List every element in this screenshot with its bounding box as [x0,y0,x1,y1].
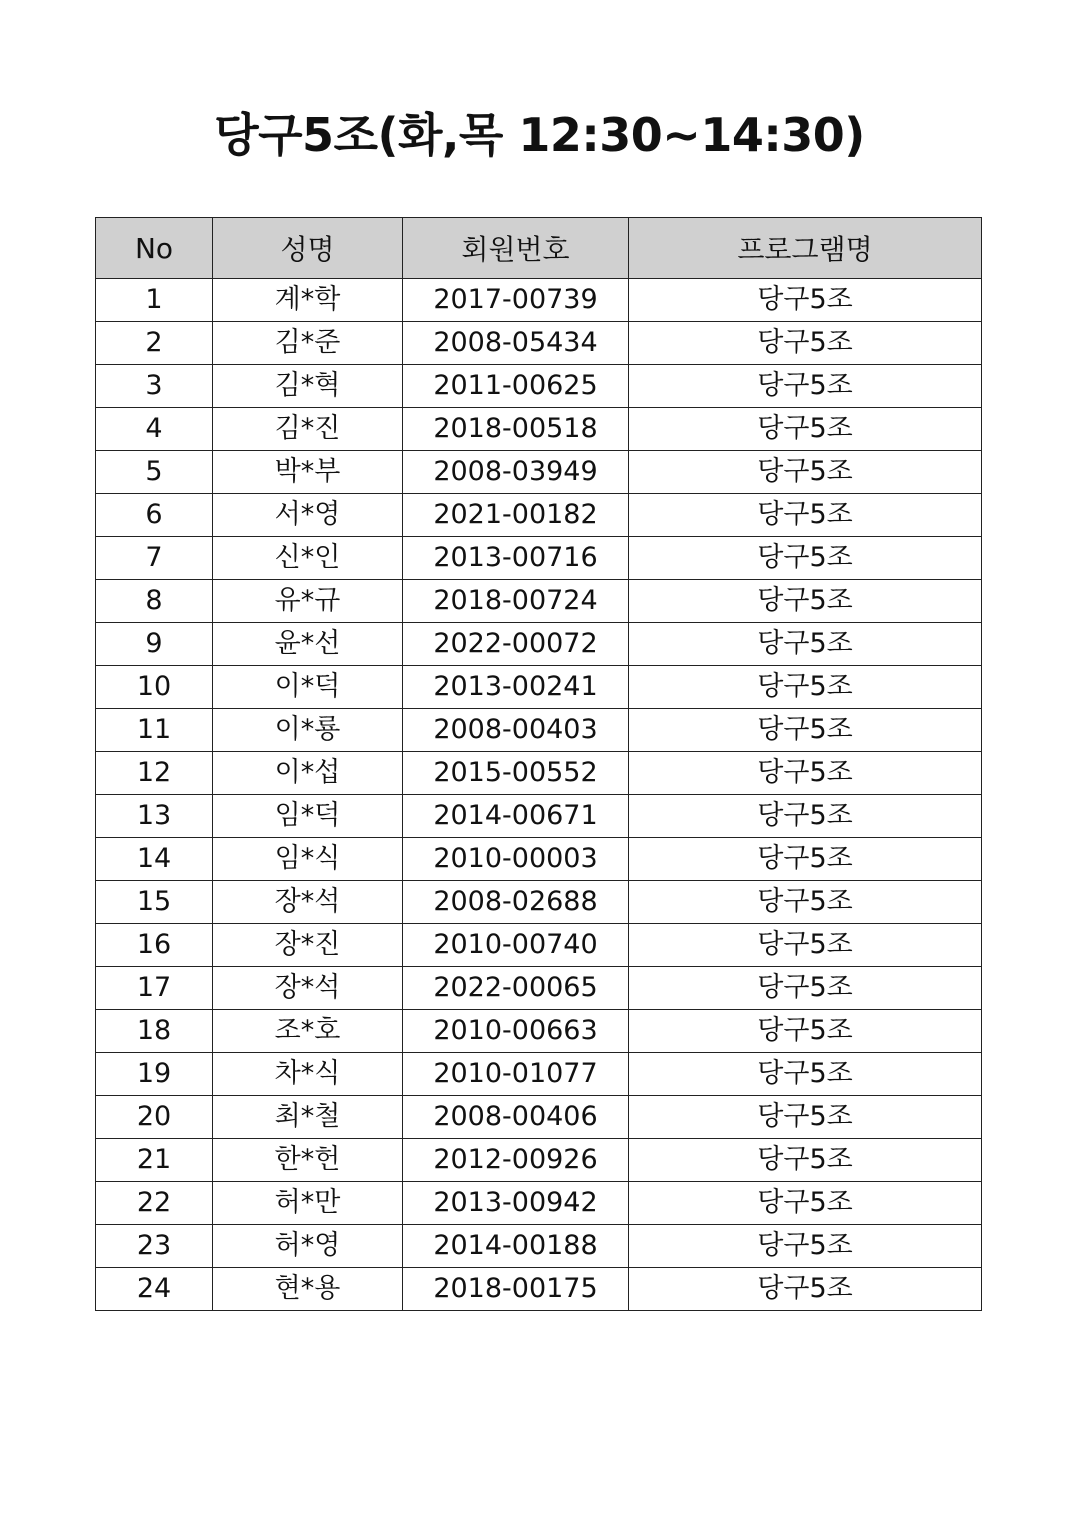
member-table [95,217,982,1311]
cell-member-id: 2018-00724 [403,580,629,623]
table-row [96,494,982,537]
table-row [96,537,982,580]
cell-member-id: 2017-00739 [403,279,629,322]
cell-no: 11 [96,709,213,752]
cell-member-id: 2015-00552 [403,752,629,795]
cell-program: 당구5조 [629,1268,982,1311]
cell-no: 20 [96,1096,213,1139]
table-row [96,1182,982,1225]
cell-program: 당구5조 [629,838,982,881]
cell-name: 유*규 [213,580,403,623]
cell-member-id: 2014-00188 [403,1225,629,1268]
cell-no: 23 [96,1225,213,1268]
cell-no: 4 [96,408,213,451]
cell-name: 현*용 [213,1268,403,1311]
cell-name: 이*덕 [213,666,403,709]
cell-name: 임*덕 [213,795,403,838]
table-row [96,1268,982,1311]
cell-no: 2 [96,322,213,365]
cell-program: 당구5조 [629,1010,982,1053]
cell-name: 김*준 [213,322,403,365]
cell-no: 13 [96,795,213,838]
cell-member-id: 2018-00175 [403,1268,629,1311]
table-row [96,924,982,967]
cell-member-id: 2008-00406 [403,1096,629,1139]
table-body [96,279,982,1311]
cell-name: 김*진 [213,408,403,451]
cell-program: 당구5조 [629,494,982,537]
cell-name: 차*식 [213,1053,403,1096]
header-name: 성명 [213,218,403,279]
table-row [96,1096,982,1139]
table-row [96,279,982,322]
cell-name: 박*부 [213,451,403,494]
cell-member-id: 2008-05434 [403,322,629,365]
table-row [96,580,982,623]
cell-member-id: 2008-00403 [403,709,629,752]
header-program: 프로그램명 [629,218,982,279]
cell-no: 18 [96,1010,213,1053]
header-member-id: 회원번호 [403,218,629,279]
cell-name: 신*인 [213,537,403,580]
table-row [96,1053,982,1096]
cell-member-id: 2013-00716 [403,537,629,580]
cell-no: 19 [96,1053,213,1096]
cell-program: 당구5조 [629,666,982,709]
cell-no: 1 [96,279,213,322]
cell-program: 당구5조 [629,451,982,494]
cell-name: 이*룡 [213,709,403,752]
cell-member-id: 2013-00241 [403,666,629,709]
table-row [96,451,982,494]
cell-program: 당구5조 [629,623,982,666]
cell-member-id: 2008-03949 [403,451,629,494]
cell-name: 임*식 [213,838,403,881]
cell-program: 당구5조 [629,1225,982,1268]
cell-member-id: 2010-01077 [403,1053,629,1096]
table-row [96,795,982,838]
table-row [96,1225,982,1268]
cell-program: 당구5조 [629,709,982,752]
cell-program: 당구5조 [629,1139,982,1182]
cell-name: 계*학 [213,279,403,322]
cell-member-id: 2012-00926 [403,1139,629,1182]
cell-no: 12 [96,752,213,795]
table-row [96,967,982,1010]
cell-no: 3 [96,365,213,408]
cell-program: 당구5조 [629,881,982,924]
cell-no: 8 [96,580,213,623]
cell-program: 당구5조 [629,365,982,408]
cell-name: 허*영 [213,1225,403,1268]
cell-name: 김*혁 [213,365,403,408]
table-row [96,408,982,451]
cell-program: 당구5조 [629,795,982,838]
cell-member-id: 2010-00003 [403,838,629,881]
table-row [96,752,982,795]
cell-name: 윤*선 [213,623,403,666]
table-row [96,666,982,709]
page-title: 당구5조(화,목 12:30~14:30) [214,108,865,162]
cell-program: 당구5조 [629,580,982,623]
table-header-row [96,218,982,279]
table-row [96,881,982,924]
cell-name: 장*진 [213,924,403,967]
cell-program: 당구5조 [629,924,982,967]
cell-member-id: 2011-00625 [403,365,629,408]
cell-program: 당구5조 [629,1182,982,1225]
cell-program: 당구5조 [629,752,982,795]
header-no: No [96,218,213,279]
cell-program: 당구5조 [629,322,982,365]
cell-name: 장*석 [213,881,403,924]
cell-name: 장*석 [213,967,403,1010]
cell-no: 16 [96,924,213,967]
cell-name: 조*호 [213,1010,403,1053]
cell-no: 24 [96,1268,213,1311]
cell-member-id: 2013-00942 [403,1182,629,1225]
cell-program: 당구5조 [629,408,982,451]
cell-program: 당구5조 [629,537,982,580]
table-row [96,322,982,365]
cell-member-id: 2022-00065 [403,967,629,1010]
cell-name: 최*철 [213,1096,403,1139]
cell-no: 9 [96,623,213,666]
cell-member-id: 2022-00072 [403,623,629,666]
cell-member-id: 2008-02688 [403,881,629,924]
cell-program: 당구5조 [629,1096,982,1139]
cell-no: 21 [96,1139,213,1182]
cell-member-id: 2010-00663 [403,1010,629,1053]
table-row [96,838,982,881]
cell-program: 당구5조 [629,1053,982,1096]
table-row [96,1010,982,1053]
cell-member-id: 2018-00518 [403,408,629,451]
cell-member-id: 2014-00671 [403,795,629,838]
cell-no: 6 [96,494,213,537]
cell-member-id: 2021-00182 [403,494,629,537]
cell-no: 17 [96,967,213,1010]
table-row [96,365,982,408]
table-row [96,709,982,752]
cell-program: 당구5조 [629,279,982,322]
cell-no: 15 [96,881,213,924]
cell-member-id: 2010-00740 [403,924,629,967]
cell-name: 허*만 [213,1182,403,1225]
cell-no: 5 [96,451,213,494]
cell-no: 22 [96,1182,213,1225]
table-row [96,1139,982,1182]
table-row [96,623,982,666]
cell-no: 7 [96,537,213,580]
cell-name: 서*영 [213,494,403,537]
cell-name: 이*섭 [213,752,403,795]
cell-no: 14 [96,838,213,881]
cell-no: 10 [96,666,213,709]
cell-name: 한*헌 [213,1139,403,1182]
cell-program: 당구5조 [629,967,982,1010]
